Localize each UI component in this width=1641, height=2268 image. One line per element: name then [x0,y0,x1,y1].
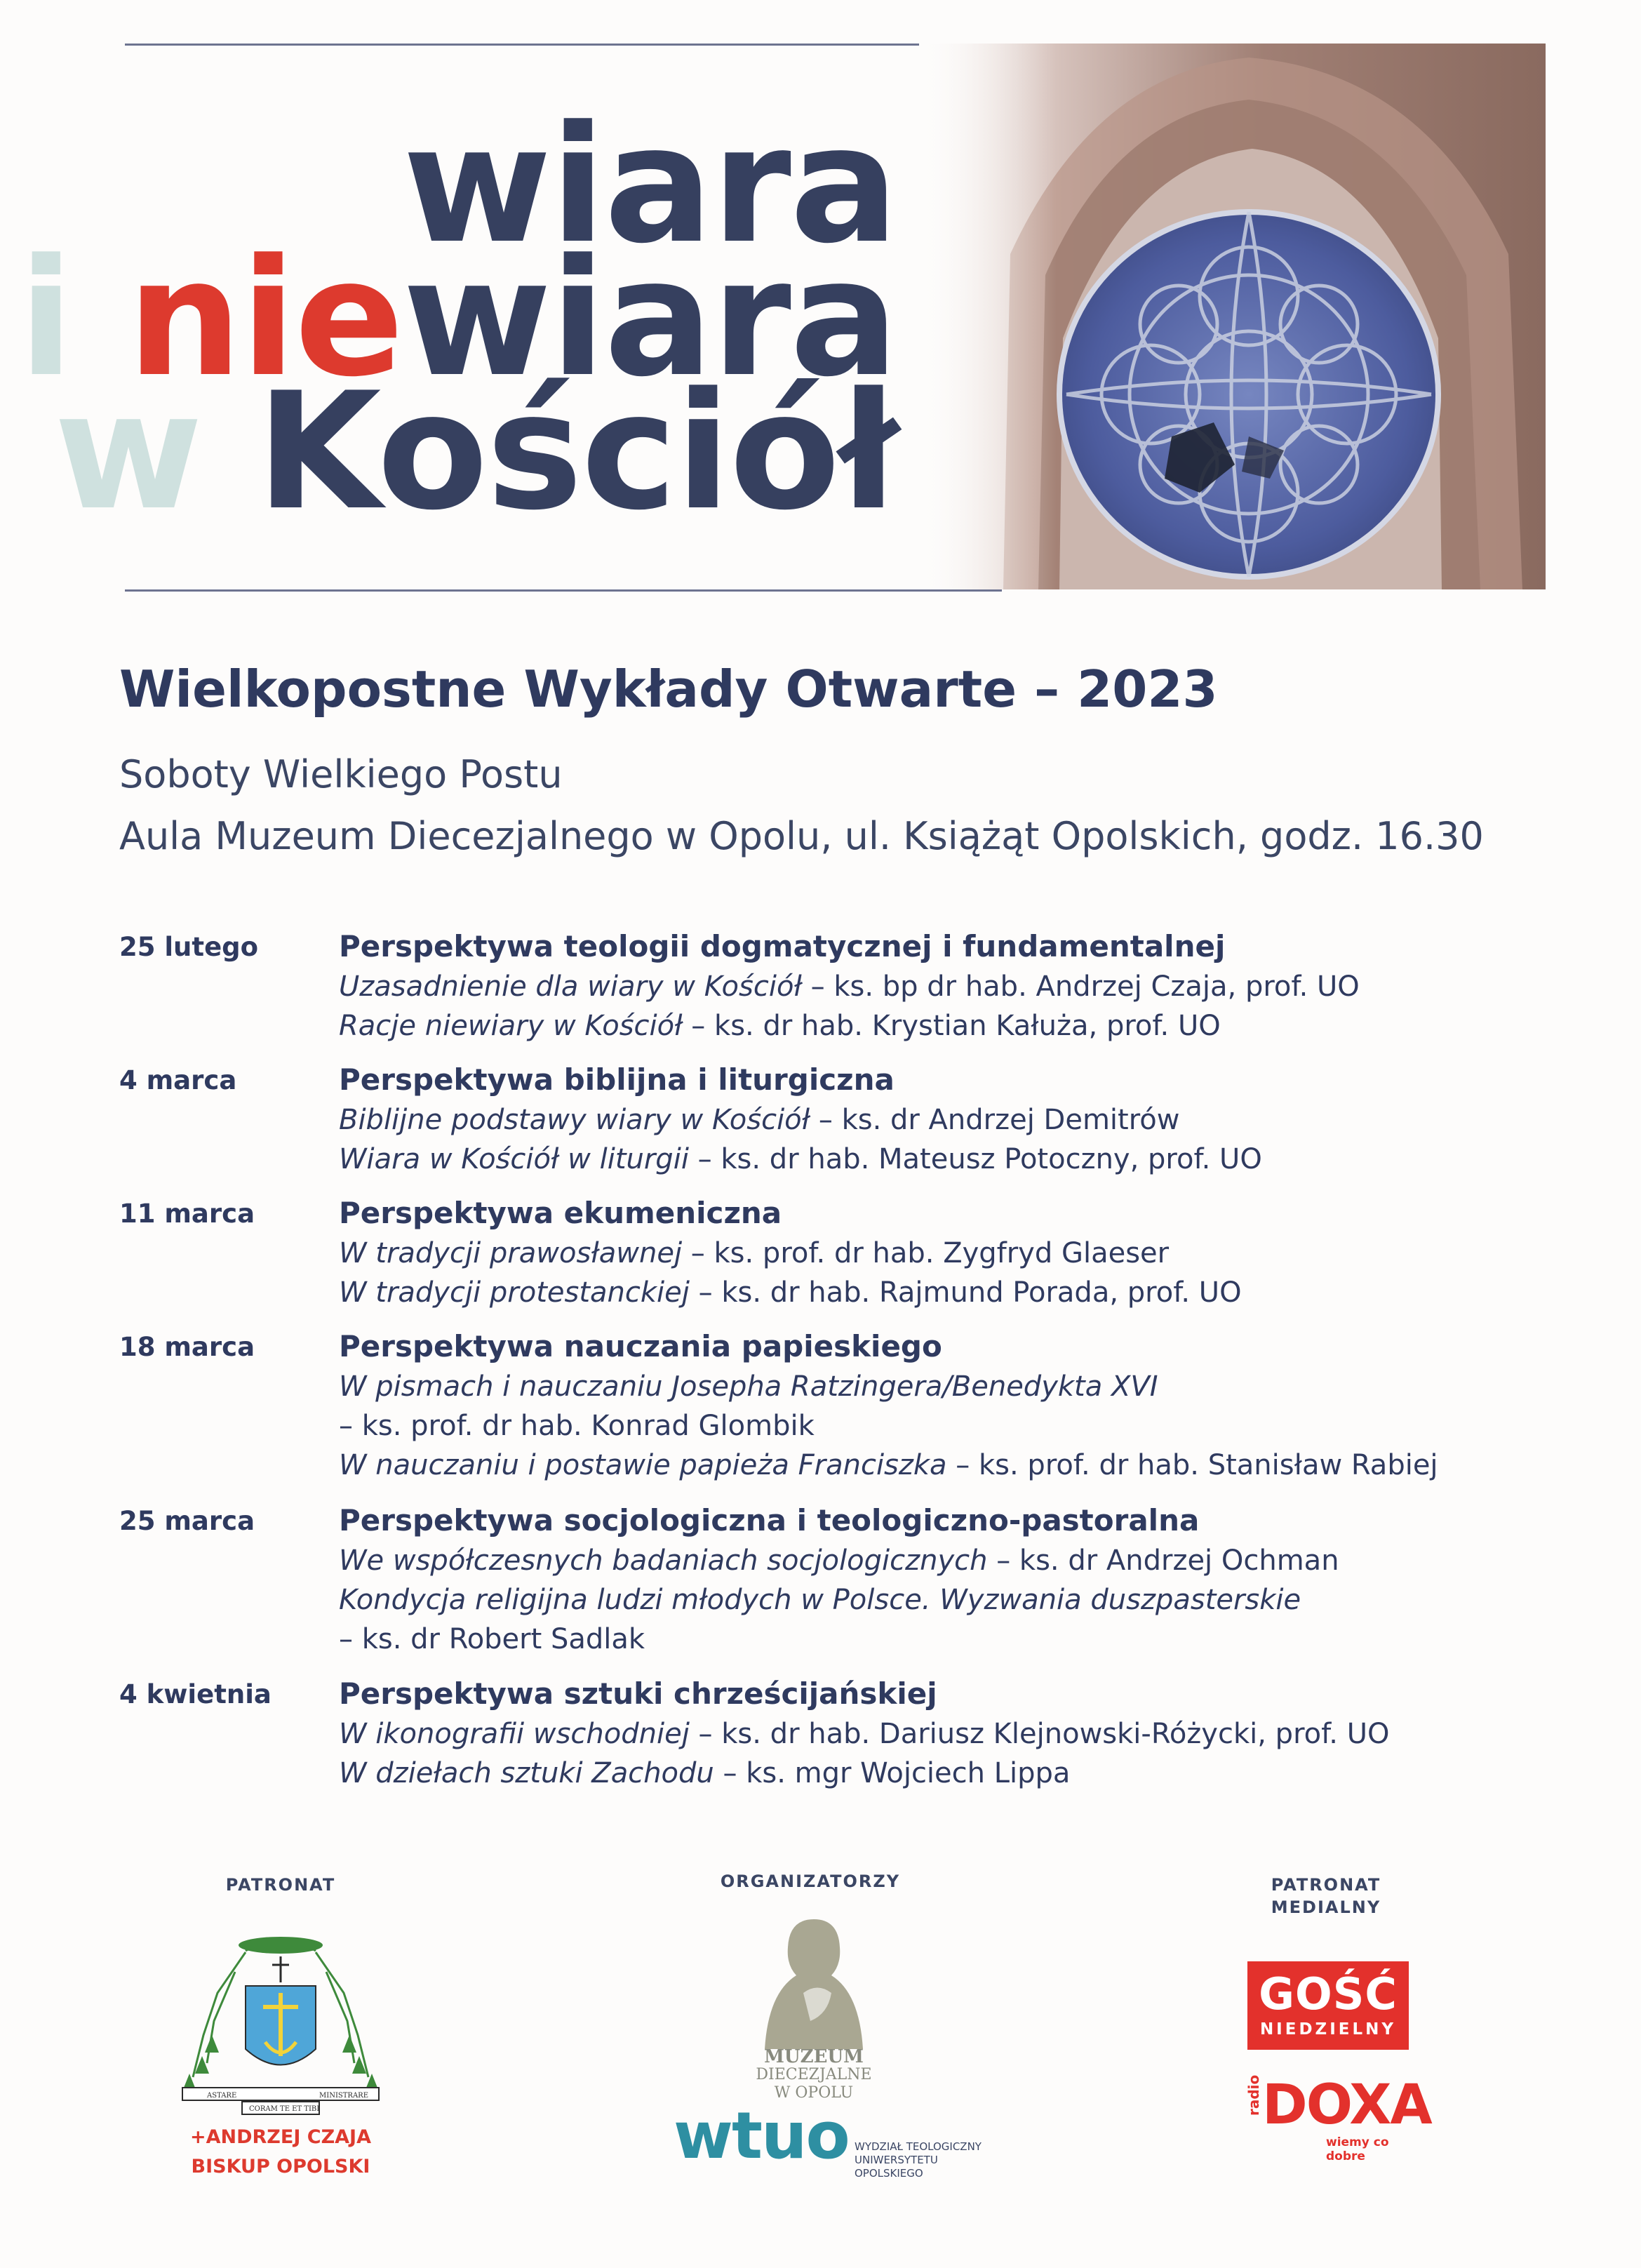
lecture-talk [339,1541,1339,1580]
bishop-title: BISKUP OPOLSKI [191,2156,370,2177]
lecture-talk [339,1446,1438,1485]
coat-motto-center: CORAM TE ET TIBI [249,2105,320,2113]
doxa-slogan: wiemy co dobre [1326,2135,1389,2163]
lecture-talk [339,1273,1242,1312]
lecture-date: 11 marca [119,1199,255,1229]
lecture-talk [339,1234,1242,1273]
lecture-topic: Perspektywa socjologiczna i teologiczno-pastoralna [339,1503,1200,1537]
title-word-wiara-2: wiara [402,225,897,413]
lecture-talk [339,1714,1389,1754]
doxa-radio-label: radio [1245,2074,1262,2116]
lecture-date: 18 marca [119,1332,255,1362]
lecture-date: 4 marca [119,1065,237,1095]
title-line-3 [53,359,897,546]
title-red-nie: nie [127,225,403,413]
talk-title: W tradycji protestanckiej [339,1276,690,1309]
lecture-talk [339,1100,1262,1140]
lecture-talk [339,1006,1360,1046]
talk-speaker: – ks. dr Robert Sadlak [339,1623,645,1655]
wtuo-text-line-3: OPOLSKIEGO [855,2167,923,2180]
talk-title: Biblijne podstawy wiary w Kościół [339,1104,810,1136]
lecture-topic: Perspektywa teologii dogmatycznej i fundamentalnej [339,929,1226,963]
lecture-talk [339,1580,1339,1620]
lecture-talk [339,1620,1339,1659]
coat-motto-left: ASTARE [207,2092,237,2100]
museum-name-line-2: DIECEZJALNE [756,2066,872,2083]
patronat-medialny-label [1235,1874,1417,1919]
patronat-medialny-line-2: MEDIALNY [1271,1897,1381,1917]
talk-title: We współczesnych badaniach socjologicznych [339,1545,988,1577]
talk-title: Racje niewiary w Kościół [339,1010,683,1042]
title-prefix-w: w [53,359,257,546]
talk-speaker: – ks. prof. dr hab. Zygfryd Glaeser [682,1237,1170,1269]
patronat-medialny-line-1: PATRONAT [1271,1875,1381,1895]
lecture-talk [339,1140,1262,1179]
lecture-topic: Perspektywa biblijna i liturgiczna [339,1062,895,1097]
schedule-subline: Soboty Wielkiego Postu [119,752,563,796]
coat-of-arms-icon [175,1930,386,2119]
lecture-date: 4 kwietnia [119,1679,272,1709]
museum-name [737,2048,891,2102]
lecture-date: 25 marca [119,1506,255,1536]
doxa-logo-text: DOXA [1262,2074,1431,2137]
talk-speaker: – ks. dr hab. Mateusz Potoczny, prof. UO [688,1143,1262,1175]
talk-speaker: – ks. dr hab. Dariusz Klejnowski-Różycki, prof. UO [689,1718,1390,1750]
lecture-talk [339,1406,1438,1446]
wtuo-text-line-2: UNIWERSYTETU [855,2154,938,2166]
title-prefix-i: i [18,225,128,413]
talk-title: W tradycji prawosławnej [339,1237,683,1269]
talk-speaker: – ks. dr hab. Rajmund Porada, prof. UO [689,1276,1242,1309]
coat-motto-right: MINISTRARE [319,2092,368,2100]
page-heading: Wielkopostne Wykłady Otwarte – 2023 [119,660,1218,719]
talk-speaker: – ks. mgr Wojciech Lippa [714,1757,1071,1789]
top-rule [125,44,967,46]
wtuo-logo: wtuo [674,2098,849,2173]
talk-title: Kondycja religijna ludzi młodych w Polsce. Wyzwania duszpasterskie [339,1584,1301,1616]
lecture-talk [339,967,1360,1006]
museum-name-line-1: MUZEUM [764,2046,864,2067]
talk-title: Uzasadnienie dla wiary w Kościół [339,970,802,1003]
title-word-wiara: wiara [402,92,897,279]
venue-subline: Aula Muzeum Diecezjalnego w Opolu, ul. Książąt Opolskich, godz. 16.30 [119,814,1484,858]
talk-title: W pismach i nauczaniu Josepha Ratzingera/Benedykta XVI [339,1370,1158,1403]
stained-glass-window-icon [919,44,1546,589]
wtuo-text [855,2140,982,2180]
talk-title: W ikonografii wschodniej [339,1718,690,1750]
talk-speaker: – ks. dr Andrzej Demitrów [810,1104,1180,1136]
wtuo-text-line-1: WYDZIAŁ TEOLOGICZNY [855,2140,982,2153]
talk-speaker: – ks. prof. dr hab. Konrad Glombik [339,1410,815,1442]
talk-speaker: – ks. bp dr hab. Andrzej Czaja, prof. UO [801,970,1360,1003]
talk-title: W dziełach sztuki Zachodu [339,1757,714,1789]
talk-speaker: – ks. dr Andrzej Ochman [987,1545,1339,1577]
talk-speaker: – ks. prof. dr hab. Stanisław Rabiej [946,1449,1438,1481]
lecture-talk [339,1754,1389,1793]
lecture-topic: Perspektywa nauczania papieskiego [339,1329,942,1363]
gosc-logo-subtext: NIEDZIELNY [1259,2020,1397,2039]
organizatorzy-label: ORGANIZATORZY [720,1872,901,1891]
bishop-name: +ANDRZEJ CZAJA [189,2126,372,2148]
talk-title: Wiara w Kościół w liturgii [339,1143,689,1175]
lecture-talk [339,1367,1438,1406]
lecture-topic: Perspektywa ekumeniczna [339,1196,782,1230]
lecture-date: 25 lutego [119,932,259,962]
bottom-rule [125,589,1002,592]
lecture-topic: Perspektywa sztuki chrześcijańskiej [339,1676,937,1711]
talk-title: W nauczaniu i postawie papieża Franciszka [339,1449,947,1481]
gosc-niedzielny-logo [1247,1961,1409,2050]
patronat-label: PATRONAT [225,1875,336,1895]
radio-doxa-logo [1245,2074,1431,2163]
title-word-kosciol: Kościół [256,359,897,546]
gosc-logo-text: GOŚĆ [1259,1968,1398,2020]
museum-name-line-3: W OPOLU [774,2084,854,2102]
talk-speaker: – ks. dr hab. Krystian Kałuża, prof. UO [682,1010,1221,1042]
